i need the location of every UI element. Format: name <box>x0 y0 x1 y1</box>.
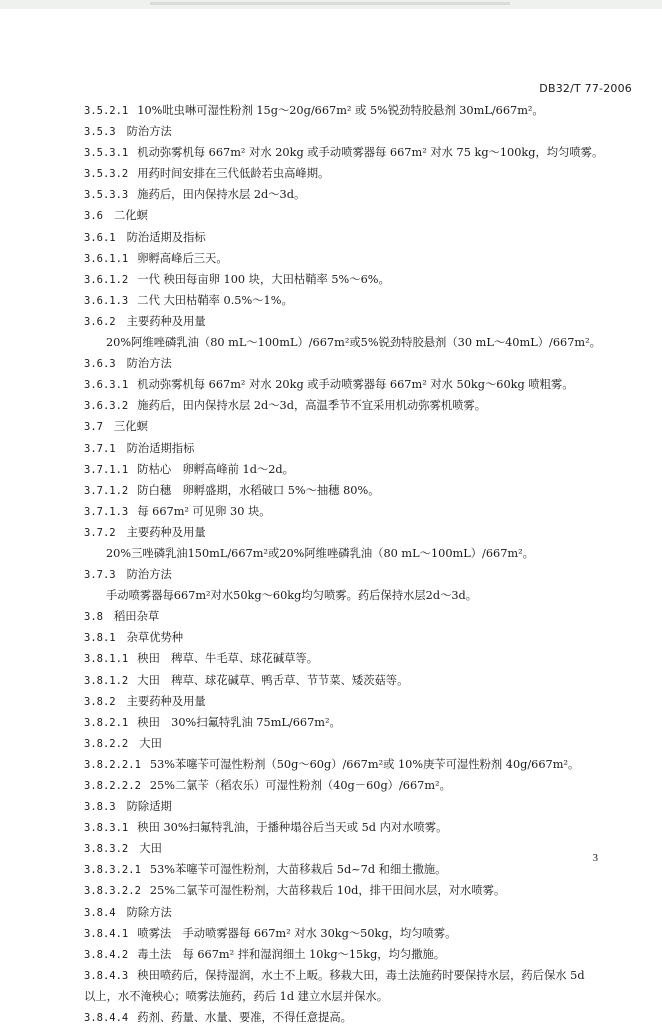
clause-text: 稻田杂草 <box>113 610 160 624</box>
section-heading <box>84 522 604 543</box>
clause-text: 防除方法 <box>126 905 172 919</box>
section-heading <box>84 733 604 754</box>
text-line <box>84 248 604 269</box>
clause-text: 25%二氯苄（稻农乐）可湿性粉剂（40g－60g）/667m²。 <box>149 779 451 792</box>
clause-text: 毒土法 每 667m² 拌和湿润细土 10kg～15kg，均匀撒施。 <box>137 947 446 961</box>
text-line <box>84 100 604 121</box>
clause-text: 机动弥雾机每 667m² 对水 20kg 或手动喷雾器每 667m² 对水 75 kg～100kg，均匀喷雾。 <box>137 146 604 160</box>
clause-number: 3.7.1.2 <box>84 484 129 497</box>
clause-number: 3.8.1.2 <box>84 674 129 687</box>
text-line <box>84 880 604 901</box>
text-line <box>84 269 604 290</box>
clause-number: 3.8.2 <box>84 695 116 708</box>
clause-number: 3.8.4.3 <box>84 969 129 982</box>
clause-text: 防白穗 卵孵盛期，水稻破口 5%～抽穗 80%。 <box>137 483 380 497</box>
clause-text: 防治方法 <box>126 125 172 139</box>
clause-text: 杂草优势种 <box>126 631 184 645</box>
clause-text: 机动弥雾机每 667m² 对水 20kg 或手动喷雾器每 667m² 对水 50kg～60kg 喷粗雾。 <box>137 378 574 392</box>
clause-text: 20%阿维唑磷乳油（80 mL～100mL）/667m²或5%锐劲特胶悬剂（30 mL～40mL）/667m²。 <box>106 336 601 350</box>
clause-text: 防治方法 <box>126 568 172 582</box>
clause-number: 3.7.3 <box>84 569 116 582</box>
indented-text-line <box>84 332 604 353</box>
clause-text: 防治方法 <box>126 357 172 371</box>
clause-text: 防治适期指标 <box>126 441 195 455</box>
clause-text: 秧田 30%扫氟特乳油，于播种塌谷后当天或 5d 内对水喷雾。 <box>137 821 448 835</box>
clause-number: 3.6.1.3 <box>84 294 129 307</box>
clause-number: 3.8.3.2 <box>84 843 129 856</box>
text-line <box>84 817 604 838</box>
clause-number: 3.8.4 <box>84 906 116 919</box>
clause-number: 3.6.1.2 <box>84 273 129 286</box>
section-heading <box>84 691 604 712</box>
text-line <box>84 670 604 691</box>
clause-number: 3.7.1.1 <box>84 463 129 476</box>
clause-number: 3.5.3.3 <box>84 189 129 202</box>
text-line <box>84 459 604 480</box>
clause-number: 3.7 <box>84 421 103 434</box>
text-line <box>84 374 604 395</box>
clause-number: 3.8.1.1 <box>84 653 129 666</box>
clause-number: 3.5.3.2 <box>84 168 129 181</box>
clause-number: 3.8.3 <box>84 801 116 814</box>
clause-number: 3.8.2.2.1 <box>84 758 141 771</box>
section-heading <box>84 564 604 585</box>
clause-text: 卵孵高峰后三天。 <box>137 251 228 265</box>
clause-number: 3.5.3 <box>84 126 116 139</box>
clause-text: 秧田 30%扫氟特乳油 75mL/667m²。 <box>137 715 341 729</box>
clause-number: 3.6.3.1 <box>84 379 129 392</box>
clause-number: 3.8.4.1 <box>84 927 129 940</box>
section-heading <box>84 838 604 859</box>
clause-number: 3.6.3.2 <box>84 400 129 413</box>
clause-text: 施药后，田内保持水层 2d～3d。 <box>137 188 306 202</box>
clause-text: 三化螟 <box>113 420 148 434</box>
indented-text-line <box>84 543 604 564</box>
text-line <box>84 712 604 733</box>
top-scan-band <box>0 0 662 9</box>
clause-text: 二化螟 <box>113 209 148 223</box>
clause-text: 秧田喷药后，保持湿润，水土不上畈。移栽大田，毒土法施药时要保持水层，药后保水 5d <box>137 968 585 982</box>
document-body <box>84 100 604 1028</box>
clause-text: 秧田 稗草、牛毛草、球花碱草等。 <box>137 652 319 666</box>
clause-number: 3.8.4.2 <box>84 948 129 961</box>
clause-number: 3.5.3.1 <box>84 147 129 160</box>
clause-text: 二代 大田枯鞘率 0.5%～1%。 <box>137 293 293 307</box>
clause-number: 3.5.2.1 <box>84 105 129 117</box>
clause-text: 一代 秧田每亩卵 100 块，大田枯鞘率 5%～6%。 <box>137 272 390 286</box>
text-line <box>84 480 604 501</box>
indented-text-line <box>84 585 604 606</box>
clause-text: 防枯心 卵孵高峰前 1d～2d。 <box>137 462 294 476</box>
clause-number: 3.8.2.1 <box>84 716 129 729</box>
text-line <box>84 859 604 880</box>
text-line <box>84 163 604 184</box>
clause-text: 主要药种及用量 <box>126 525 206 539</box>
clause-text: 每 667m² 可见卵 30 块。 <box>137 504 271 518</box>
clause-number: 3.8.3.2.1 <box>84 864 141 877</box>
clause-number: 3.8.4.4 <box>84 1012 129 1025</box>
clause-number: 3.7.1 <box>84 442 116 455</box>
clause-text: 用药时间安排在三代低龄若虫高峰期。 <box>137 167 330 181</box>
clause-text: 大田 稗草、球花碱草、鸭舌草、节节菜、矮茨菇等。 <box>137 673 409 687</box>
clause-text: 53%苯噻苄可湿性粉剂（50g～60g）/667m²或 10%庚苄可湿性粉剂 40g/667m²。 <box>149 757 580 771</box>
clause-text: 以上，水不淹秧心；喷雾法施药，药后 1d 建立水层并保水。 <box>84 989 389 1003</box>
clause-number: 3.8.3.2.2 <box>84 885 141 898</box>
section-heading <box>84 606 604 627</box>
clause-number: 3.8.1 <box>84 632 116 645</box>
clause-number: 3.7.2 <box>84 526 116 539</box>
clause-number: 3.6.1 <box>84 231 116 244</box>
clause-text: 喷雾法 手动喷雾器每 667m² 对水 30kg～50kg，均匀喷雾。 <box>137 926 457 940</box>
clause-number: 3.6 <box>84 210 103 223</box>
section-heading <box>84 416 604 437</box>
section-heading <box>84 353 604 374</box>
text-line <box>84 648 604 669</box>
section-heading <box>84 121 604 142</box>
clause-text: 主要药种及用量 <box>126 694 206 708</box>
clause-number: 3.6.2 <box>84 315 116 328</box>
clause-number: 3.6.3 <box>84 358 116 371</box>
section-heading <box>84 902 604 923</box>
text-line <box>84 1007 604 1028</box>
clause-text: 大田 <box>139 736 162 750</box>
text-line <box>84 184 604 205</box>
text-line <box>84 754 604 775</box>
clause-text: 大田 <box>139 842 162 856</box>
section-heading <box>84 796 604 817</box>
clause-text: 53%苯噻苄可湿性粉剂，大苗移栽后 5d~7d 和细土撒施。 <box>149 863 447 877</box>
clause-text: 施药后，田内保持水层 2d～3d，高温季节不宜采用机动弥雾机喷雾。 <box>137 399 487 413</box>
clause-text: 防除适期 <box>126 800 172 814</box>
clause-number: 3.8.2.2 <box>84 737 129 750</box>
clause-number: 3.8 <box>84 611 103 624</box>
clause-number: 3.7.1.3 <box>84 505 129 518</box>
clause-number: 3.6.1.1 <box>84 252 129 265</box>
continuation-line <box>84 986 604 1007</box>
section-heading <box>84 227 604 248</box>
page-number: 3 <box>592 852 598 864</box>
text-line <box>84 501 604 522</box>
section-heading <box>84 205 604 226</box>
text-line <box>84 775 604 796</box>
text-line <box>84 290 604 311</box>
section-heading <box>84 438 604 459</box>
clause-text: 药剂、药量、水量、要准，不得任意提高。 <box>137 1011 352 1025</box>
clause-number: 3.8.2.2.2 <box>84 780 141 792</box>
clause-text: 防治适期及指标 <box>126 230 206 244</box>
text-line <box>84 944 604 965</box>
clause-text: 主要药种及用量 <box>126 314 206 328</box>
text-line <box>84 142 604 163</box>
section-heading <box>84 627 604 648</box>
text-line <box>84 965 604 986</box>
clause-number: 3.8.3.1 <box>84 822 129 835</box>
text-line <box>84 395 604 416</box>
clause-text: 20%三唑磷乳油150mL/667m²或20%阿维唑磷乳油（80 mL～100mL）/667m²。 <box>106 546 534 560</box>
clause-text: 25%二氯苄可湿性粉剂，大苗移栽后 10d，排干田间水层，对水喷雾。 <box>149 884 506 898</box>
clause-text: 手动喷雾器每667m²对水50kg～60kg均匀喷雾。药后保持水层2d～3d。 <box>106 589 478 603</box>
section-heading <box>84 311 604 332</box>
text-line <box>84 923 604 944</box>
clause-text: 10%吡虫啉可湿性粉剂 15g～20g/667m² 或 5%锐劲特胶悬剂 30mL/667m²。 <box>137 104 544 117</box>
document-code: DB32/T 77-2006 <box>539 82 632 95</box>
